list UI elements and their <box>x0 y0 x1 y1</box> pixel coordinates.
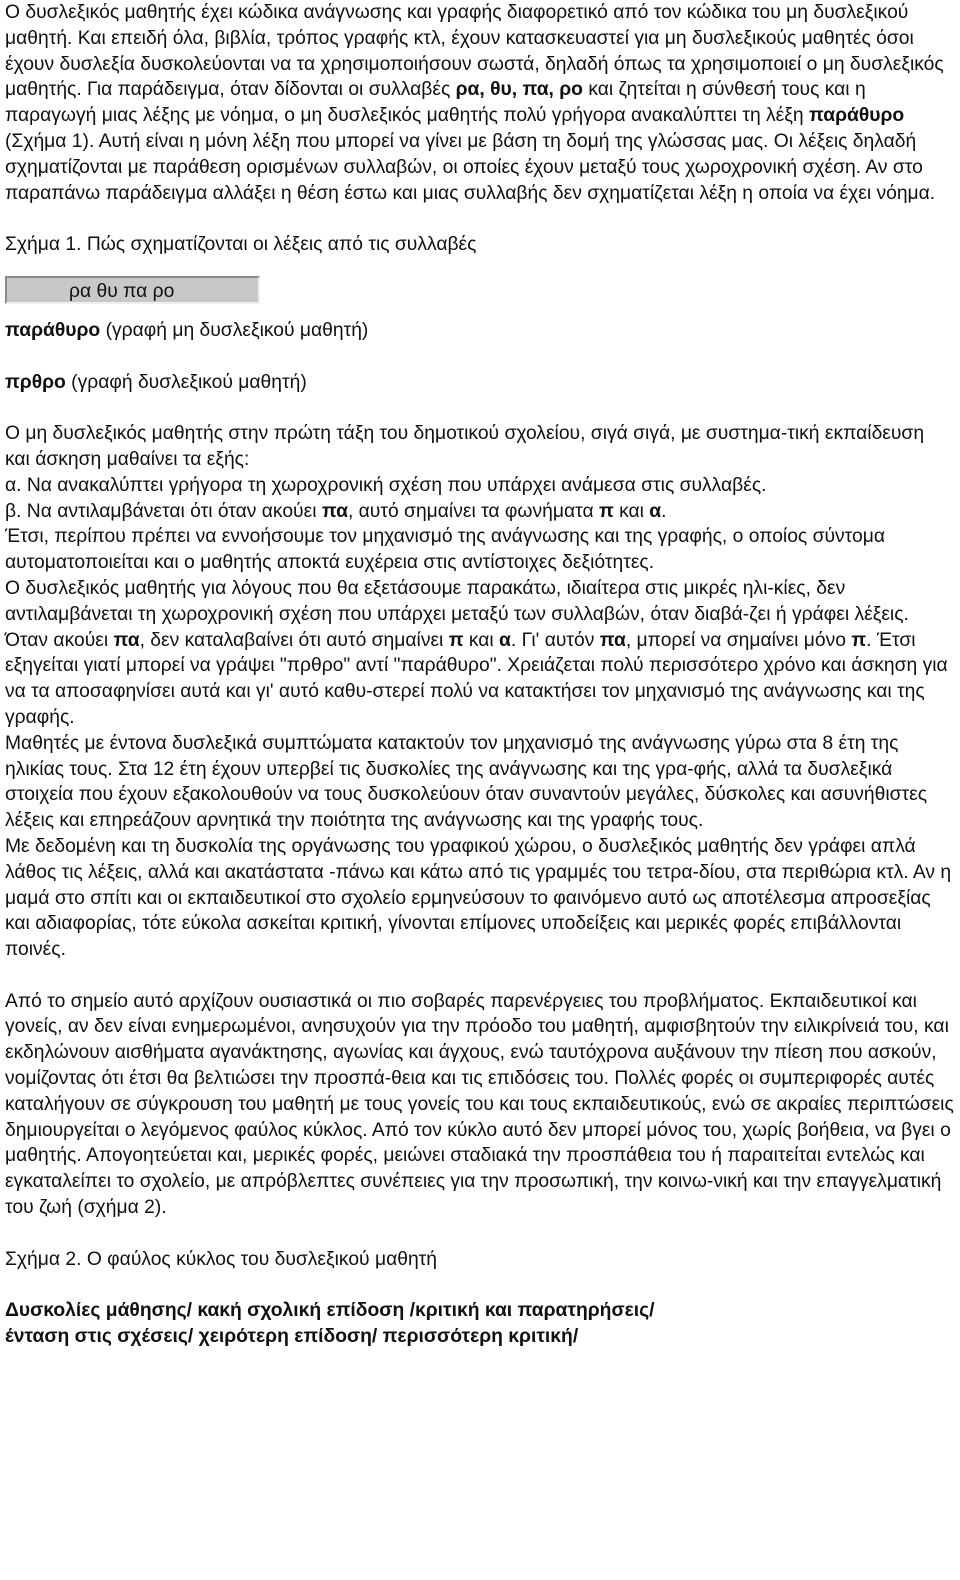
paragraph-symptoms: Μαθητές με έντονα δυσλεξικά συμπτώματα κατακτούν τον μηχανισμό της ανάγνωσης γύρω στα 8 έτη της ηλικίας τους. Στα 12 έτη έχουν υπερβεί τις δυσκολίες της ανάγνωσης και της γρα-φής, αλλά τα δυσλεξικά στοιχεία που έχουν εξακολουθούν να τους δυσκολεύουν όταν συναντούν μεγάλες, δύσκολες και ασυνήθιστες λέξεις και επηρεάζουν αρνητικά την ποιότητα της ανάγνωσης και της γραφής τους. <box>5 732 928 832</box>
list-item-a: α. Να ανακαλύπτει γρήγορα τη χωροχρονική σχέση που υπάρχει ανάμεσα στις συλλαβές. <box>5 474 767 496</box>
vicious-circle-line-1: Δυσκολίες μάθησης/ κακή σχολική επίδοση /κριτική και παρατηρήσεις/ <box>5 1300 655 1322</box>
paragraph-mechanism: Έτσι, περίπου πρέπει να εννοήσουμε τον μηχανισμό της ανάγνωσης και της γραφής, ο οποίος σύντομα αυτοματοποιείται και ο μαθητής αποκτά ευχέρεια στις αντίστοιχες δεξιότητες. <box>5 526 885 574</box>
word-bold: παράθυρο <box>808 105 905 127</box>
paragraph-writing-space: Με δεδομένη και τη δυσκολία της οργάνωσης του γραφικού χώρου, ο δυσλεξικός μαθητής δεν γράφει απλά λάθος τις λέξεις, αλλά και ακατάστατα -πάνω και κάτω από τις γραμμές του τετρα-δίου, στα περιθώρια κτλ. Αν η μαμά στο σπίτι και οι εκπαιδευτικοί στο σχολείο ερμηνεύσουν το φαινόμενο αυτό ως αποτέλεσμα απροσεξίας και αδιαφορίας, τότε εύκολα ασκείται κριτική, γίνονται επίμονες υποδείξεις και μερικές φορές επιβάλλονται ποινές. <box>5 835 952 961</box>
figure1-caption: Σχήμα 1. Πώς σχηματίζονται οι λέξεις από τις συλλαβές <box>5 234 477 256</box>
paragraph-intro: Ο δυσλεξικός μαθητής έχει κώδικα ανάγνωσης και γραφής διαφορετικό από τον κώδικα του μη δυσλεξικού μαθητή. Και επειδή όλα, βιβλία, τρόπος γραφής κτλ, έχουν κατασκευαστεί για μη δυσλεξικούς μαθητές όσοι έχουν δυσλεξία δυσκολεύονται να τα χρησιμοποιήσουν σωστά, δηλαδή όπως τα χρησιμοποιεί ο μη δυσλεξικός μαθητής. Για παράδειγμα, όταν δίδονται οι συλλαβές ρα, θυ, πα, ρο και ζητείται η σύνθεσή τους και η παραγωγή μιας λέξης με νόημα, ο μη δυσλεξικός μαθητής πολύ γρήγορα ανακαλύπτει τη λέξη παράθυρο (Σχήμα 1). Αυτή είναι η μόνη λέξη που μπορεί να γίνει με βάση τη δομή της γλώσσας μας. Οι λέξεις δηλαδή σχηματίζονται με παράθεση ορισμένων συλλαβών, οι οποίες έχουν μεταξύ τους χωροχρονική σχέση. Αν στο παραπάνω παράδειγμα αλλάξει η θέση έστω και μιας συλλαβής δεν σχηματίζεται λέξη η οποία να έχει νόημα. <box>5 2 944 204</box>
syllables-bold: ρα, θυ, πα, ρο <box>455 79 583 101</box>
figure2-caption: Σχήμα 2. Ο φαύλος κύκλος του δυσλεξικού μαθητή <box>5 1248 438 1270</box>
paragraph-side-effects: Από το σημείο αυτό αρχίζουν ουσιαστικά οι πιο σοβαρές παρενέργειες του προβλήματος. Εκπαιδευτικοί και γονείς, αν δεν είναι ενημερωμένοι, ανησυχούν για την πρόοδο του μαθητή, αμφισβητούν την ειλικρίνειά του, και εκδηλώνουν αισθήματα αγανάκτησης, αγωνίας και άγχους, ενώ ταυτόχρονα αυξάνουν την πίεση που ασκούν, νομίζοντας ότι έτσι θα βελτιώσει την προσπά-θεια και τις επιδόσεις του. Πολλές φορές οι συμπεριφορές αυτές καταλήγουν σε σύγκρουση του μαθητή με τους γονείς του και τους εκπαιδευτικούς, ενώ σε ακραίες περιπτώσεις δημιουργείται ο λεγόμενος φαύλος κύκλος. Από τον κύκλο αυτό δεν μπορεί μόνος του, χωρίς βοήθεια, να βγει ο μαθητής. Απογοητεύεται και, μερικές φορές, μειώνει σταδιακά την προσπάθεια του ή παραιτείται εντελώς και εγκαταλείπει το σχολείο, με απρόβλεπτες συνέπειες για την προσωπική, την κοινω-νική και την επαγγελματική του ζωή (σχήμα 2). <box>5 990 954 1219</box>
list-item-b: β. Να αντιλαμβάνεται ότι όταν ακούει πα, αυτό σημαίνει τα φωνήματα π και α. <box>5 500 667 522</box>
correct-spelling-line: παράθυρο (γραφή μη δυσλεξικού μαθητή) <box>5 319 369 341</box>
paragraph-dyslexic-student: Ο δυσλεξικός μαθητής για λόγους που θα εξετάσουμε παρακάτω, ιδιαίτερα στις μικρές ηλι-κίες, δεν αντιλαμβάνεται τη χωροχρονική σχέση που υπάρχει μεταξύ των συλλαβών, όταν διαβά-ζει ή γράφει λέξεις. Όταν ακούει πα, δεν καταλαβαίνει ότι αυτό σημαίνει π και α. Γι' αυτόν πα, μπορεί να σημαίνει μόνο π. Έτσι εξηγείται γιατί μπορεί να γράψει "πρθρο" αντί "παράθυρο". Χρειάζεται πολύ περισσότερο χρόνο και άσκηση για να τα αποσαφηνίσει αυτά και γι' αυτό καθυ-στερεί πολύ να κατακτήσει τον μηχανισμό της ανάγνωσης και της γραφής. <box>5 577 948 728</box>
syllable-box: ρα θυ πα ρο <box>5 276 260 304</box>
vicious-circle-line-2: ένταση στις σχέσεις/ χειρότερη επίδοση/ περισσότερη κριτική/ <box>5 1326 579 1348</box>
dyslexic-spelling-line: πρθρο (γραφή δυσλεξικού μαθητή) <box>5 371 307 393</box>
paragraph-learning: Ο μη δυσλεξικός μαθητής στην πρώτη τάξη του δημοτικού σχολείου, σιγά σιγά, με συστημα-τική εκπαίδευση και άσκηση μαθαίνει τα εξής: <box>5 423 925 470</box>
